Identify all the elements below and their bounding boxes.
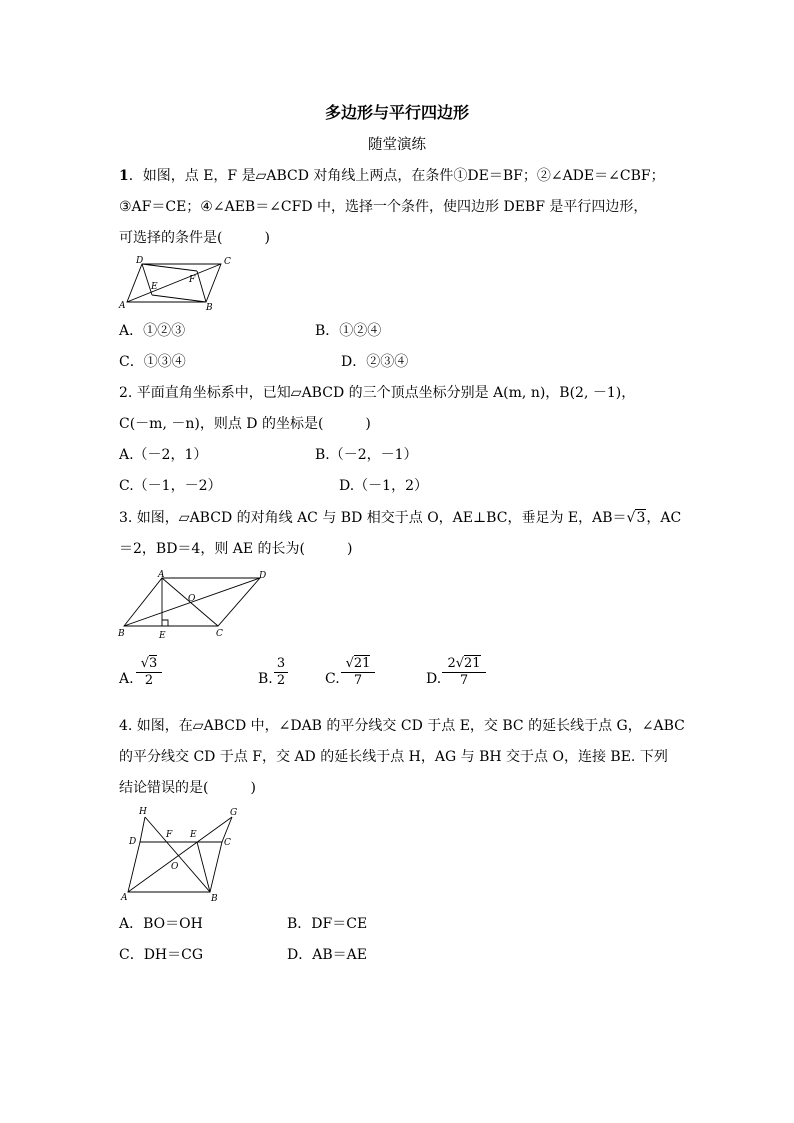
q1-figure <box>118 254 236 312</box>
q4-label-d: D <box>129 837 137 847</box>
q4-segment-ag <box>128 817 232 892</box>
q4-label-o: O <box>171 862 179 872</box>
q2-option-c[interactable]: C.（－1，－2） <box>119 478 222 494</box>
q3-option-c-fraction[interactable] <box>341 656 375 689</box>
q1-label-c: C <box>224 257 231 267</box>
q2-option-d[interactable]: D.（－1，2） <box>339 478 428 494</box>
q3-option-c-numerator: √21 <box>345 656 371 671</box>
q1-line-1 <box>119 166 665 186</box>
q1-label-d: D <box>136 256 144 266</box>
q3-option-d-coefficient: 2 <box>447 656 456 671</box>
q1-segment-df <box>142 264 197 271</box>
q4-label-h: H <box>139 807 147 817</box>
q3-option-b-numerator: 3 <box>276 656 286 671</box>
q3-label-e: E <box>159 631 166 641</box>
q3-option-d-radicand: 21 <box>464 656 481 671</box>
q1-text-1: ．如图，点 E，F 是▱ABCD 对角线上两点，在条件①DE＝BF；②∠ADE＝∠CBF； <box>128 168 665 184</box>
q3-option-b-fraction[interactable] <box>274 656 288 689</box>
q1-option-b[interactable]: B．①②④ <box>315 323 382 339</box>
q3-sqrt-ab: √3 <box>626 510 646 526</box>
q3-option-a-numerator: √3 <box>140 656 158 671</box>
q3-figure <box>118 569 278 641</box>
q1-option-c[interactable]: C．①③④ <box>119 354 186 370</box>
q3-option-b-label[interactable]: B. <box>258 671 273 687</box>
q4-label-f: F <box>166 830 173 840</box>
q1-label-e: E <box>151 282 158 292</box>
q3-text-1-end: ，AC <box>646 510 682 526</box>
q3-option-d-denominator: 7 <box>459 673 469 688</box>
page-title: 多边形与平行四边形 <box>324 103 469 122</box>
q4-label-b: B <box>211 894 218 904</box>
q1-number: 1 <box>119 168 129 184</box>
q2-option-a[interactable]: A.（－2，1） <box>119 447 208 463</box>
q3-option-d-label[interactable]: D. <box>426 671 442 687</box>
q3-label-d: D <box>259 571 267 581</box>
q4-option-d[interactable]: D．AB＝AE <box>287 947 367 963</box>
q3-option-a-radicand: 3 <box>149 656 158 671</box>
q4-line-1: 4. 如图，在▱ABCD 中，∠DAB 的平分线交 CD 于点 E，交 BC 的延长线于点 G，∠ABC <box>119 718 685 734</box>
section-subtitle: 随堂演练 <box>368 137 426 153</box>
q2-line-1: 2. 平面直角坐标系中，已知▱ABCD 的三个顶点坐标分别是 A(m, n)，B(2, －1)， <box>119 385 636 401</box>
q3-text-1: 3. 如图，▱ABCD 的对角线 AC 与 BD 相交于点 O，AE⊥BC，垂足为 E，AB＝ <box>119 510 627 526</box>
q3-option-c-radicand: 21 <box>353 656 371 671</box>
q2-option-b[interactable]: B.（－2，－1） <box>315 447 418 463</box>
q4-label-a: A <box>121 893 128 903</box>
q1-option-d[interactable]: D．②③④ <box>341 354 409 370</box>
q4-segment-dh <box>140 817 145 842</box>
q4-label-c: C <box>224 838 231 848</box>
q4-option-a[interactable]: A．BO＝OH <box>119 916 203 932</box>
q3-line-2: ＝2，BD＝4，则 AE 的长为( ) <box>119 541 353 557</box>
q3-option-c-label[interactable]: C. <box>325 671 340 687</box>
q4-line-2: 的平分线交 CD 于点 F，交 AD 的延长线于点 H，AG 与 BH 交于点 O，连接 BE. 下列 <box>119 749 668 765</box>
q3-option-d-numerator: 2√21 <box>447 656 481 671</box>
q1-line-3: 可选择的条件是( ) <box>119 230 270 246</box>
q4-option-b[interactable]: B．DF＝CE <box>287 916 368 932</box>
q3-option-a-fraction[interactable] <box>136 656 162 689</box>
q4-label-e: E <box>190 830 197 840</box>
q3-option-d-fraction[interactable] <box>442 656 486 689</box>
q4-label-g: G <box>230 808 238 818</box>
q3-label-b: B <box>118 629 125 639</box>
q4-option-c[interactable]: C．DH＝CG <box>119 947 204 963</box>
q3-option-c-denominator: 7 <box>353 673 363 688</box>
q3-line-1 <box>119 508 681 528</box>
q3-option-a-denominator: 2 <box>144 673 154 688</box>
q1-segment-fb <box>197 271 206 302</box>
q1-diagonal-ac <box>127 264 221 302</box>
q3-label-o: O <box>188 594 196 604</box>
q3-label-a: A <box>158 570 165 580</box>
q1-option-a[interactable]: A．①②③ <box>119 323 186 339</box>
q4-figure <box>118 804 242 906</box>
q3-option-b-denominator: 2 <box>276 673 286 688</box>
q1-segment-eb <box>152 295 206 302</box>
q3-option-a-label[interactable]: A. <box>119 671 134 687</box>
q1-label-f: F <box>189 275 196 285</box>
q1-label-b: B <box>206 303 213 312</box>
q1-line-2: ③AF＝CE；④∠AEB＝∠CFD 中，选择一个条件，使四边形 DEBF 是平行四边形， <box>119 199 648 215</box>
q3-label-c: C <box>216 629 223 639</box>
q3-sqrt-ab-radicand: 3 <box>636 510 646 526</box>
q2-line-2: C(－m, －n)，则点 D 的坐标是( ) <box>119 416 371 432</box>
q3-right-angle-mark <box>162 620 168 626</box>
q4-line-3: 结论错误的是( ) <box>119 780 256 796</box>
q1-label-a: A <box>119 301 126 311</box>
